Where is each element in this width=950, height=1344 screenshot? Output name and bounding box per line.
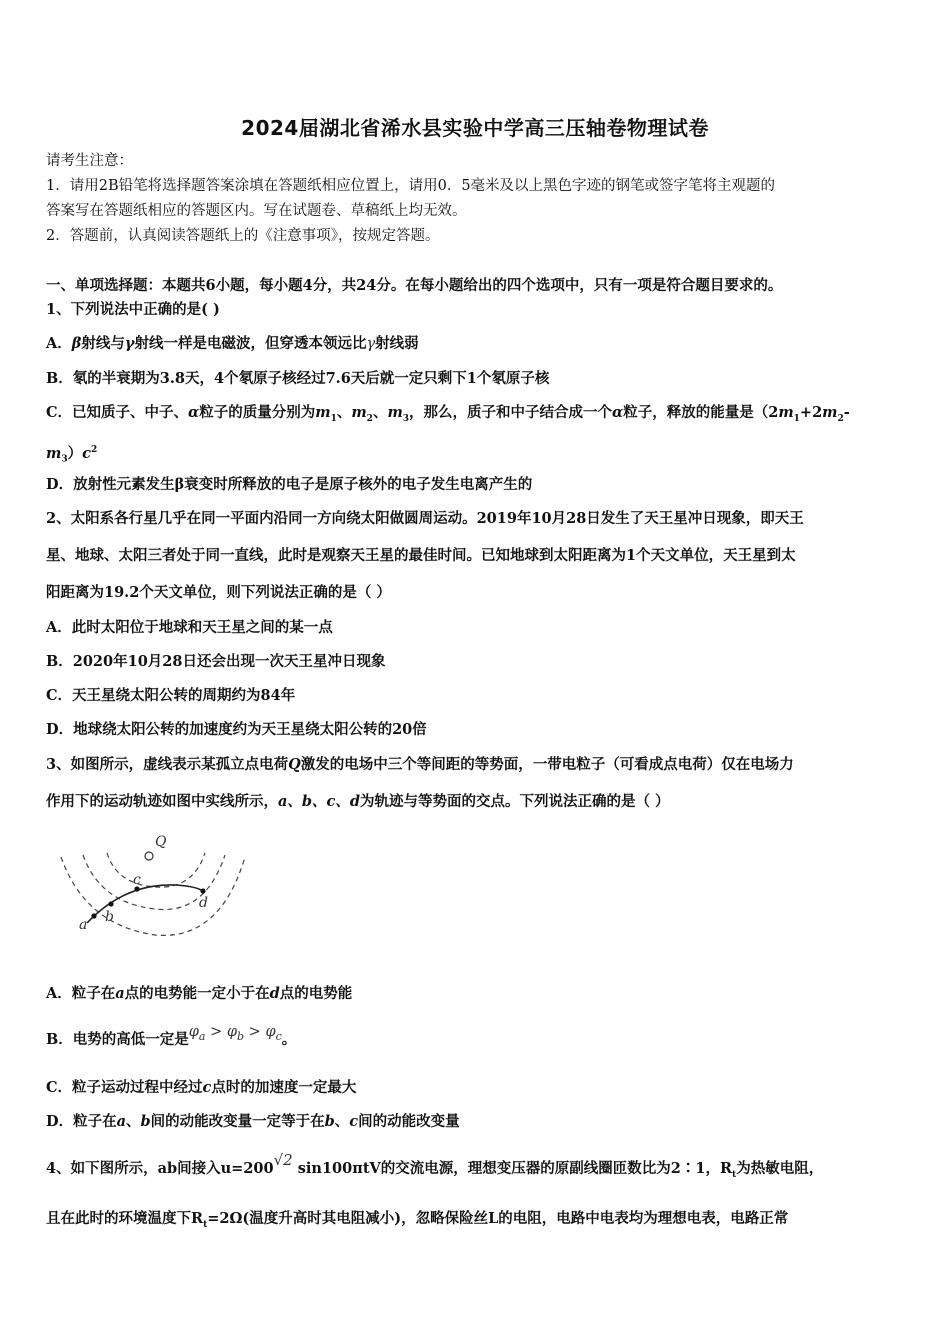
section-heading: 一、单项选择题：本题共6小题，每小题4分，共24分。在每小题给出的四个选项中，只有一项是符合题目要求的。 <box>46 277 783 294</box>
q3-option-c: C．粒子运动过程中经过c点时的加速度一定最大 <box>46 1079 357 1096</box>
q1-stem: 1、下列说法中正确的是( ) <box>46 301 220 318</box>
label-Q: Q <box>155 834 167 850</box>
q2-option-d: D．地球绕太阳公转的加速度约为天王星绕太阳公转的20倍 <box>46 721 427 738</box>
q3-stem-line-1: 3、如图所示，虚线表示某孤立点电荷Q激发的电场中三个等间距的等势面，一带电粒子（可看成点电荷）仅在电场力 <box>46 756 794 773</box>
q1-option-c-cont: $m_3)c^2$ <box>46 444 98 465</box>
q1-option-c: C．已知质子、中子、α粒子的质量分别为$m_1$、$m_2$、$m_3$，那么，质子和中子结合成一个α粒子，释放的能量是（$2m_1+2m_2-$ <box>46 404 850 424</box>
label-a: a <box>79 917 88 933</box>
notice-item-1b: 答案写在答题纸相应的答题区内。写在试题卷、草稿纸上均无效。 <box>46 203 467 219</box>
notice-item-2: 2．答题前，认真阅读答题纸上的《注意事项》，按规定答题。 <box>46 228 440 244</box>
label-c: c <box>133 872 141 888</box>
q2-stem-line-3: 阳距离为19.2个天文单位，则下列说法正确的是（ ） <box>46 584 391 601</box>
label-d: d <box>199 895 208 911</box>
label-b: b <box>105 909 114 925</box>
q2-option-a: A．此时太阳位于地球和天王星之间的某一点 <box>46 619 333 636</box>
q2-option-b: B．2020年10月28日还会出现一次天王星冲日现象 <box>46 653 386 670</box>
q1-option-b: B．氡的半衰期为3.8天，4个氡原子核经过7.6天后就一定只剩下1个氡原子核 <box>46 370 550 387</box>
q1-option-d: D．放射性元素发生β衰变时所释放的电子是原子核外的电子发生电离产生的 <box>46 476 533 493</box>
q3-option-b: B．电势的高低一定是$\varphi_a > \varphi_b > \varphi_c$。 <box>46 1024 297 1048</box>
q3-option-d: D．粒子在a、b间的动能改变量一定等于在b、c间的动能改变量 <box>46 1113 460 1130</box>
q2-option-c: C．天王星绕太阳公转的周期约为84年 <box>46 687 296 704</box>
q1-option-a: A．β射线与γ射线一样是电磁波，但穿透本领远比γ射线弱 <box>46 335 419 352</box>
point-charge-Q-icon <box>145 852 153 860</box>
q4-stem-line-1: 4、如下图所示，ab间接入u=200√2 sin100πtV的交流电源，理想变压器的原副线圈匝数比为2∶1，$R_t$为热敏电阻， <box>46 1151 824 1180</box>
q3-option-a: A．粒子在a点的电势能一定小于在d点的电势能 <box>46 985 353 1002</box>
q2-stem-line-1: 2、太阳系各行星几乎在同一平面内沿同一方向绕太阳做圆周运动。2019年10月28日发生了天王星冲日现象，即天王 <box>46 510 804 527</box>
q3-stem-line-2: 作用下的运动轨迹如图中实线所示，a、b、c、d为轨迹与等势面的交点。下列说法正确的是（ ） <box>46 793 670 810</box>
equipotential-figure <box>55 825 255 945</box>
notice-item-1a: 1．请用2B铅笔将选择题答案涂填在答题纸相应位置上，请用0．5毫米及以上黑色字迹的钢笔或签字笔将主观题的 <box>46 178 776 194</box>
notice-heading: 请考生注意： <box>46 153 133 169</box>
q4-stem-line-2: 且在此时的环境温度下$R_t=2\Omega$(温度升高时其电阻减小)，忽略保险丝L的电阻，电路中电表均为理想电表，电路正常 <box>46 1210 789 1230</box>
q2-stem-line-2: 星、地球、太阳三者处于同一直线，此时是观察天王星的最佳时间。已知地球到太阳距离为1个天文单位，天王星到太 <box>46 547 796 564</box>
page-title: 2024届湖北省浠水县实验中学高三压轴卷物理试卷 <box>241 116 709 140</box>
sqrt-two: √2 <box>273 1151 293 1169</box>
